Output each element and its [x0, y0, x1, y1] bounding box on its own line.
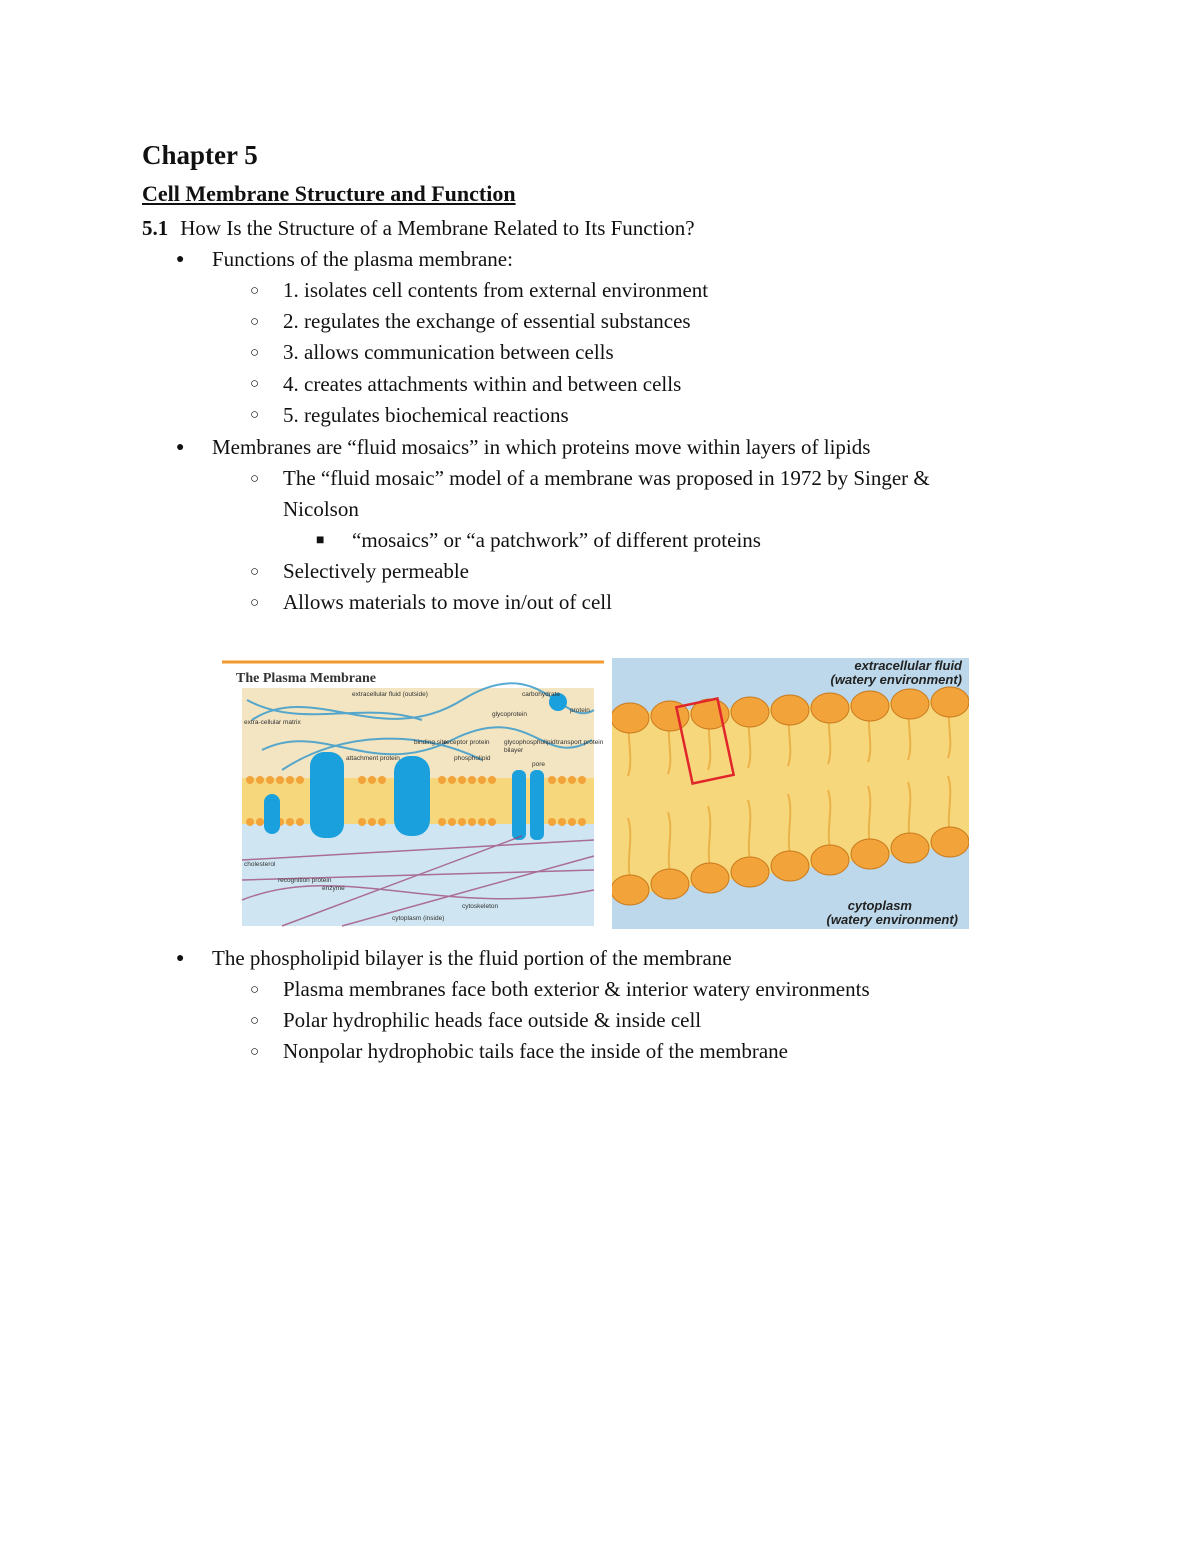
- bullet-circle-icon: ○: [250, 314, 260, 330]
- bullet-circle-icon: ○: [250, 1013, 260, 1029]
- bilayer-closeup-diagram: [612, 658, 969, 929]
- bilayer-closeup-figure: [612, 658, 969, 929]
- fluid-mosaic-model-line2: Nicolson: [283, 497, 359, 521]
- label-cytoskeleton: cytoskeleton: [462, 903, 499, 910]
- bullet-circle-icon: ○: [250, 283, 260, 299]
- function-item: 3. allows communication between cells: [283, 340, 614, 364]
- label-glycoprotein: glycoprotein: [492, 711, 528, 718]
- function-item: 5. regulates biochemical reactions: [283, 403, 569, 427]
- bullet-square-icon: ■: [316, 533, 325, 548]
- bullet-circle-icon: ○: [250, 376, 260, 392]
- bullet-circle-icon: ○: [250, 595, 260, 611]
- extracellular-fluid-label: extracellular fluid: [854, 658, 962, 673]
- label-protein: protein: [570, 707, 590, 714]
- label-receptor-protein: receptor protein: [444, 739, 490, 746]
- plasma-membrane-diagram: [222, 660, 604, 928]
- bullet-circle-icon: ○: [250, 1044, 260, 1060]
- label-cholesterol: cholesterol: [244, 861, 276, 868]
- section-number: 5.1: [142, 216, 169, 240]
- bullet-circle-icon: ○: [250, 471, 260, 487]
- bullet-disc-icon: ●: [176, 252, 185, 267]
- label-binding-site: binding site: [414, 739, 447, 746]
- selectively-permeable: Selectively permeable: [283, 559, 469, 583]
- section-title: How Is the Structure of a Membrane Related to Its Function?: [180, 216, 695, 240]
- bilayer-heading: The phospholipid bilayer is the fluid portion of the membrane: [212, 946, 732, 970]
- function-item: 2. regulates the exchange of essential substances: [283, 309, 691, 333]
- fluid-mosaic-heading: Membranes are “fluid mosaics” in which proteins move within layers of lipids: [212, 435, 871, 459]
- label-extracellular-fluid: extracellular fluid (outside): [352, 691, 428, 698]
- cytoplasm-label: cytoplasm: [847, 898, 912, 913]
- label-matrix: extra-cellular matrix: [244, 719, 301, 726]
- function-item: 4. creates attachments within and between cells: [283, 372, 682, 396]
- label-carbohydrate: carbohydrate: [522, 691, 560, 698]
- extracellular-fluid-sublabel: (watery environment): [830, 672, 962, 687]
- bilayer-point: Plasma membranes face both exterior & interior watery environments: [283, 977, 870, 1001]
- functions-heading: Functions of the plasma membrane:: [212, 247, 513, 271]
- label-glycophospholipid: glycophospholipid: [504, 739, 556, 746]
- bullet-disc-icon: ●: [176, 951, 185, 966]
- bilayer-point: Polar hydrophilic heads face outside & inside cell: [283, 1008, 702, 1032]
- label-enzyme: enzyme: [322, 885, 345, 892]
- bullet-circle-icon: ○: [250, 982, 260, 998]
- bilayer-point: Nonpolar hydrophobic tails face the inside of the membrane: [283, 1039, 789, 1063]
- label-pore: pore: [532, 761, 546, 768]
- function-item: 1. isolates cell contents from external environment: [283, 278, 709, 302]
- bullet-circle-icon: ○: [250, 564, 260, 580]
- bullet-circle-icon: ○: [250, 407, 260, 423]
- label-cytoplasm: cytoplasm (inside): [392, 915, 445, 922]
- section-heading: [142, 216, 695, 241]
- chapter-title: Chapter 5: [142, 140, 258, 170]
- label-bilayer: bilayer: [504, 747, 524, 754]
- figure-title: The Plasma Membrane: [236, 671, 376, 686]
- fluid-mosaic-model-line1: The “fluid mosaic” model of a membrane was proposed in 1972 by Singer &: [283, 466, 930, 490]
- allows-materials: Allows materials to move in/out of cell: [283, 590, 612, 614]
- label-phospholipid: phospholipid: [454, 755, 491, 762]
- bullet-circle-icon: ○: [250, 345, 260, 361]
- label-transport-protein: transport protein: [556, 739, 604, 746]
- chapter-subtitle: Cell Membrane Structure and Function: [142, 181, 516, 206]
- plasma-membrane-figure: [222, 660, 604, 928]
- label-recognition-protein: recognition protein: [278, 877, 332, 884]
- label-attachment-protein: attachment protein: [346, 755, 400, 762]
- mosaics-note: “mosaics” or “a patchwork” of different proteins: [352, 528, 761, 552]
- cytoplasm-sublabel: (watery environment): [826, 912, 958, 927]
- bullet-disc-icon: ●: [176, 440, 185, 455]
